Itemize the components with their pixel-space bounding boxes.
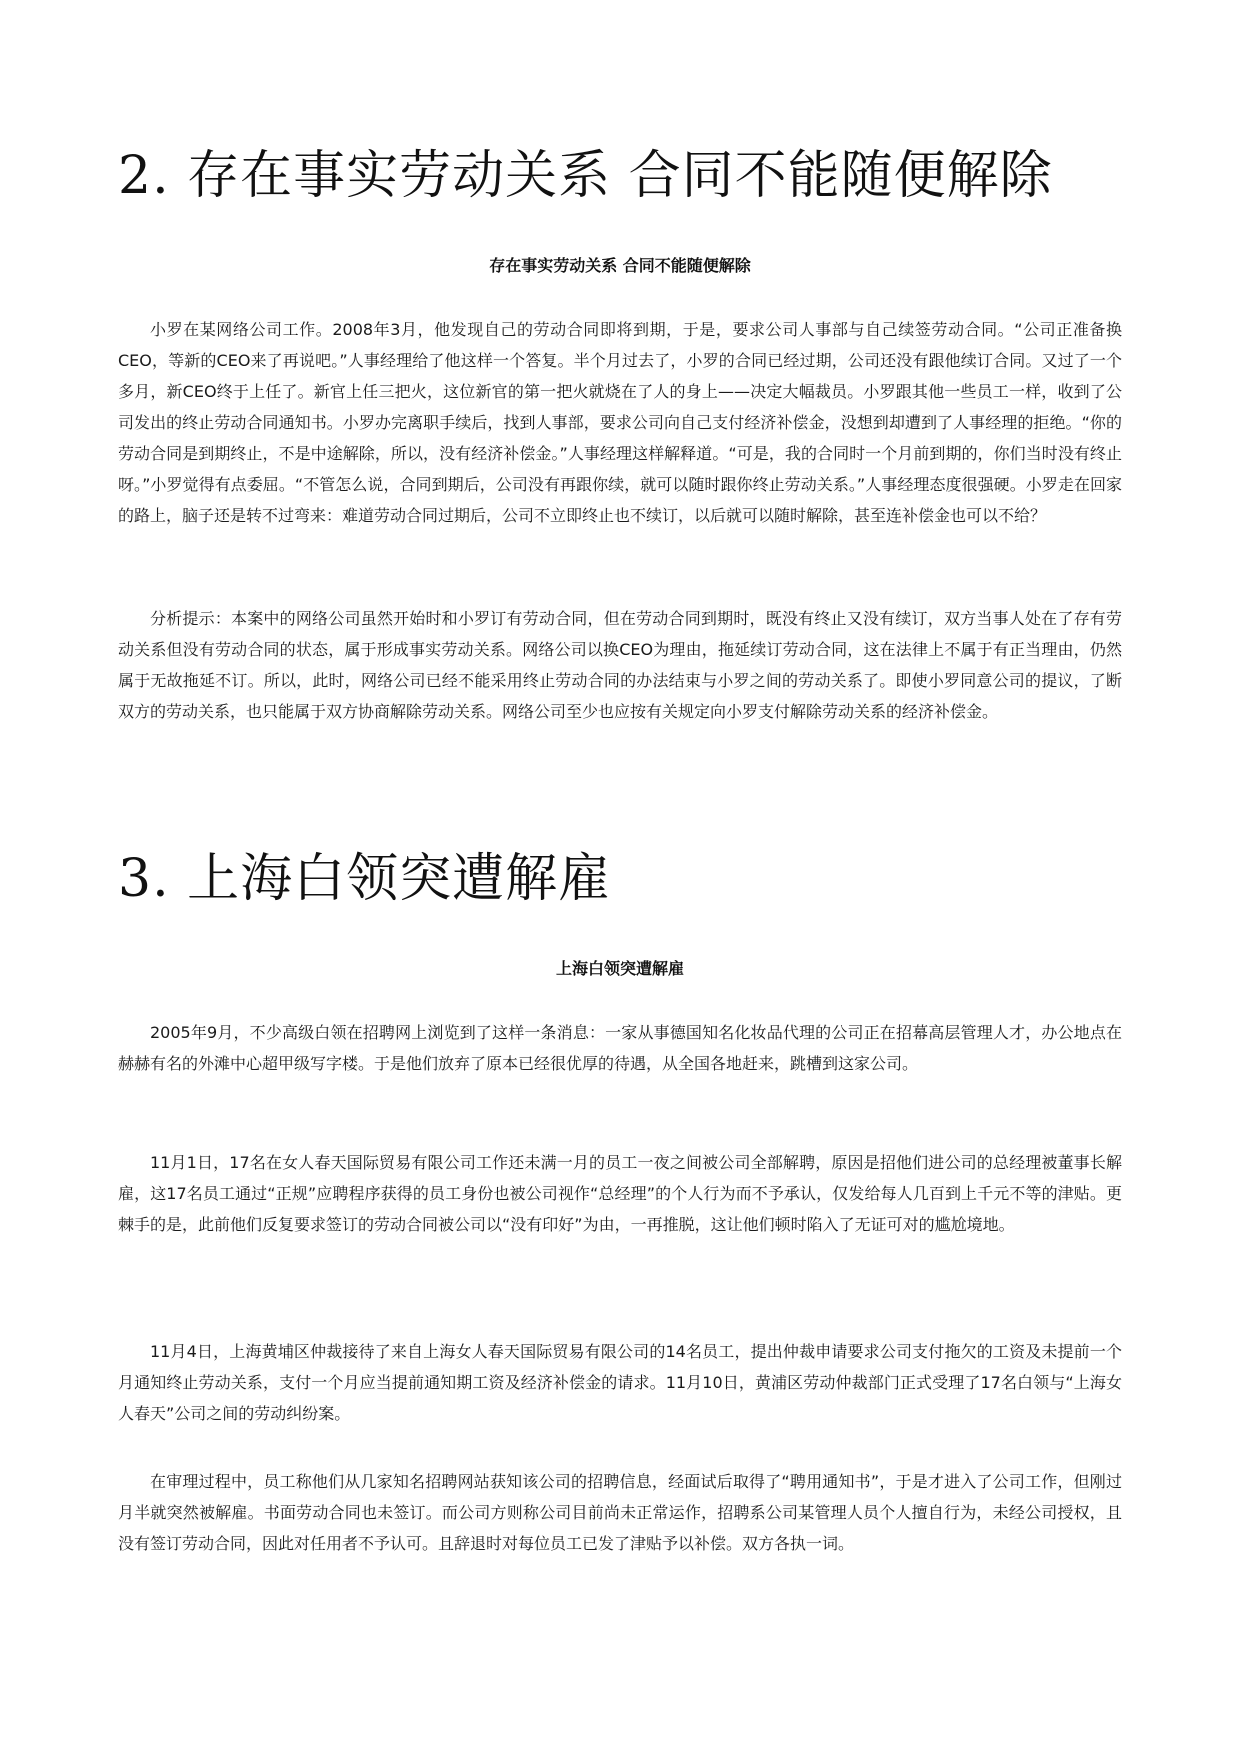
section-2-paragraph: 分析提示：本案中的网络公司虽然开始时和小罗订有劳动合同，但在劳动合同到期时，既没有终止又没有续订，双方当事人处在了存有劳动关系但没有劳动合同的状态，属于形成事实劳动关系。网络公司以换CEO为理由，拖延续订劳动合同，这在法律上不属于有正当理由，仍然属于无故拖延不订。所以，此时，网络公司已经不能采用终止劳动合同的办法结束与小罗之间的劳动关系了。即使小罗同意公司的提议，了断双方的劳动关系，也只能属于双方协商解除劳动关系。网络公司至少也应按有关规定向小罗支付解除劳动关系的经济补偿金。 xyxy=(118,609,1122,721)
section-2-subtitle: 存在事实劳动关系 合同不能随便解除 xyxy=(489,256,751,275)
section-3-paragraph: 11月1日，17名在女人春天国际贸易有限公司工作还未满一月的员工一夜之间被公司全部解聘，原因是招他们进公司的总经理被董事长解雇，这17名员工通过“正规”应聘程序获得的员工身份也被公司视作“总经理”的个人行为而不予承认，仅发给每人几百到上千元不等的津贴。更棘手的是，此前他们反复要求签订的劳动合同被公司以“没有印好”为由，一再推脱，这让他们顿时陷入了无证可对的尴尬境地。 xyxy=(118,1153,1122,1234)
section-3-heading: 3. 上海白领突遭解雇 xyxy=(118,849,612,909)
section-2-heading: 2. 存在事实劳动关系 合同不能随便解除 xyxy=(118,146,1053,206)
section-3-subtitle: 上海白领突遭解雇 xyxy=(555,959,684,978)
section-3-paragraph: 11月4日，上海黄埔区仲裁接待了来自上海女人春天国际贸易有限公司的14名员工，提出仲裁申请要求公司支付拖欠的工资及未提前一个月通知终止劳动关系，支付一个月应当提前通知期工资及经济补偿金的请求。11月10日，黄浦区劳动仲裁部门正式受理了17名白领与“上海女人春天”公司之间的劳动纠纷案。 xyxy=(118,1342,1122,1423)
section-3-paragraph: 在审理过程中，员工称他们从几家知名招聘网站获知该公司的招聘信息，经面试后取得了“聘用通知书”，于是才进入了公司工作，但刚过月半就突然被解雇。书面劳动合同也未签订。而公司方则称公司目前尚未正常运作，招聘系公司某管理人员个人擅自行为，未经公司授权，且没有签订劳动合同，因此对任用者不予认可。且辞退时对每位员工已发了津贴予以补偿。双方各执一词。 xyxy=(118,1472,1122,1553)
section-3-paragraph: 2005年9月，不少高级白领在招聘网上浏览到了这样一条消息：一家从事德国知名化妆品代理的公司正在招幕高层管理人才，办公地点在赫赫有名的外滩中心超甲级写字楼。于是他们放弃了原本已经很优厚的待遇，从全国各地赶来，跳槽到这家公司。 xyxy=(118,1023,1122,1073)
section-2-paragraph: 小罗在某网络公司工作。2008年3月，他发现自己的劳动合同即将到期，于是，要求公司人事部与自己续签劳动合同。“公司正准备换CEO，等新的CEO来了再说吧。”人事经理给了他这样一个答复。半个月过去了，小罗的合同已经过期，公司还没有跟他续订合同。又过了一个多月，新CEO终于上任了。新官上任三把火，这位新官的第一把火就烧在了人的身上——决定大幅裁员。小罗跟其他一些员工一样，收到了公司发出的终止劳动合同通知书。小罗办完离职手续后，找到人事部，要求公司向自己支付经济补偿金，没想到却遭到了人事经理的拒绝。“你的劳动合同是到期终止，不是中途解除，所以，没有经济补偿金。”人事经理这样解释道。“可是，我的合同时一个月前到期的，你们当时没有终止呀。”小罗觉得有点委屈。“不管怎么说，合同到期后，公司没有再跟你续，就可以随时跟你终止劳动关系。”人事经理态度很强硬。小罗走在回家的路上，脑子还是转不过弯来：难道劳动合同过期后，公司不立即终止也不续订，以后就可以随时解除，甚至连补偿金也可以不给？ xyxy=(118,320,1122,525)
